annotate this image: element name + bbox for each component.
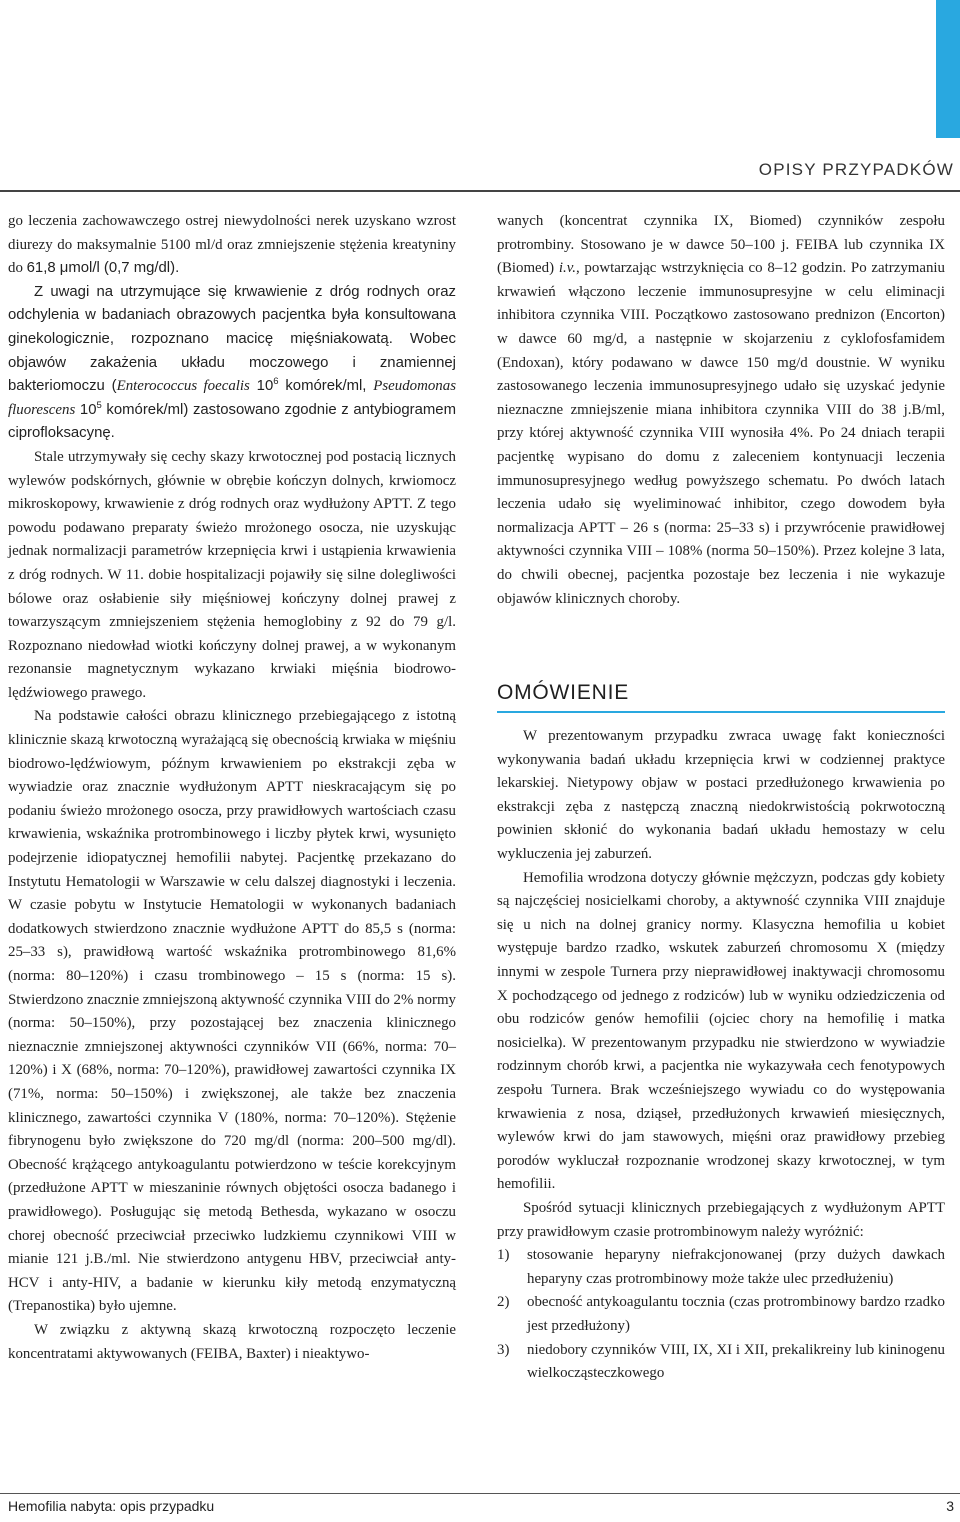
- superscript: 6: [273, 376, 279, 388]
- list-item: [497, 1291, 945, 1338]
- paragraph: [8, 281, 456, 446]
- list-number: 3): [497, 1341, 510, 1358]
- list-item: [497, 1244, 945, 1291]
- list-text: niedobory czynników VIII, IX, XI i XII, prekalikreiny lub kininogenu wielkocząsteczkowego: [527, 1341, 945, 1382]
- paragraph: [497, 210, 945, 611]
- list-text: obecność antykoagulantu tocznia (czas protrombinowy bardzo rzadko jest przedłużony): [527, 1294, 945, 1334]
- paragraph: Hemofilia wrodzona dotyczy głównie mężczyzn, podczas gdy kobiety są najczęściej nosicielkami choroby, a aktywność czynnika VIII znajduje się u nich na dolnej granicy normy. Klasyczna hemofilia u kobiet występuje bardzo rzadko, wskutek zaburzeń chromosomu X (między innymi w zespole Turnera przy nieprawidłowej inaktywacji chromosomu X pochodzącego od jednego z rodziców) lub w wyniku odziedziczenia od obu rodziców genów hemofilii (ojciec chory na hemofilię i matka nosicielka). W prezentowanym przypadku nie stwierdzono w wywiadzie rodzinnym chorób krwi, a pacjentka nie wykazywała cech fenotypowych zespołu Turnera. Brak wcześniejszego wywiadu co do występowania krwawienia z nosa, dziąseł, przedłużonych krwawień miesięcznych, wylewów krwi do jam stawowych, mięśni oraz prawidłowy przebieg porodów wykluczał rozpoznanie wrodzonej skazy krwotocznej, w tym hemofilii.: [497, 869, 945, 1193]
- text-span: go leczenia zachowawczego ostrej niewydolności nerek uzyskano wzrost diurezy do maksymalnie 5100 ml/d oraz zmniejszenie stężenia kreatyniny do: [8, 213, 456, 277]
- accent-bar: [936, 0, 960, 138]
- list-item: [497, 1339, 945, 1386]
- paragraph: W związku z aktywną skazą krwotoczną rozpoczęto leczenie koncentratami aktywowanych (FEIBA, Baxter) i nieaktywo-: [8, 1321, 456, 1362]
- section-label: OPISY PRZYPADKÓW: [758, 160, 954, 179]
- text-span: , powtarzając wstrzyknięcia co 8–12 godzin. Po zatrzymaniu krwawień włączono leczenie immunosupresyjne w celu eliminacji inhibitora czynnika VIII. Początkowo zastosowano prednizon (Encorton) w dawce 60 mg/d, a następnie w skojarzeniu z cyklofosfamidem (Endoxan), który podawano w dawce 150 mg/d doustnie. W wyniku zastosowanego leczenia immunosupresyjnego udało się uzyskać jedynie nieznaczne zmniejszenie miana inhibitora czynnika VIII do 38 j.B/ml, przy której aktywność czynnika VIII wynosiła 4%. Po 24 dniach terapii pacjentkę wypisano do domu z zaleceniem kontynuacji leczenia immunosupresyjnego według powyższego schematu. Po dwóch latach leczenia udało się wyeliminować inhibitor, czego dowodem była normalizacja APTT – 26 s (norma: 25–33 s) i przywrócenie prawidłowej aktywności czynnika VIII – 108% (norma 50–150%). Przez kolejne 3 lata, do chwili obecnej, pacjentka pozostaje bez leczenia i nie wykazuje objawów klinicznych choroby.: [497, 260, 946, 607]
- left-column: [8, 210, 456, 1366]
- italic-term: i.v.: [558, 260, 576, 277]
- paragraph: Na podstawie całości obrazu klinicznego przebiegającego z istotną klinicznie skazą krwotoczną wyrażającą się obecnością krwiaka w mięśniu biodrowo-lędźwiowym, późnym krwawieniem po ekstrakcji zęba w wywiadzie oraz znacznie wydłużonym APTT nieskracającym się po podaniu świeżo mrożonego osocza, przy prawidłowych wartościach czasu krwawienia, wskaźnika protrombinowego i liczby płytek krwi, wysunięto podejrzenie idiopatycznej hemofilii nabytej. Pacjentkę przekazano do Instytutu Hematologii w Warszawie w celu dalszej diagnostyki i leczenia. W czasie pobytu w Instytucie Hematologii w wykonanych badaniach dodatkowych stwierdzono znacznie wydłużone APTT do 85,5 s (norma: 25–33 s), prawidłową wartość wskaźnika protrombinowego 81,6% (norma: 80–120%) i czasu trombinowego – 15 s (norma: 15 s). Stwierdzono znacznie zmniejszoną aktywność czynnika VIII do 2% normy (norma: 50–150%), przy pozostającej bez znaczenia klinicznego nieznacznie zmniejszonej aktywności czynników VII (66%, norma: 70–120%) i X (68%, norma: 70–120%), prawidłowej zawartości czynnika IX (71%, norma: 50–150%) i zwiększonej, ale także bez znaczenia klinicznego, zawartości czynnika V (180%, norma: 70–120%). Stężenie fibrynogenu było zwiększone do 720 mg/dl (norma: 200–500 mg/dl). Obecność krążącego antykoagulantu potwierdzono w teście korekcyjnym (przedłużone APTT w mieszaninie równych objętości osocza badanego i prawidłowego). Posługując się metodą Bethesda, wykazano w osoczu chorej obecność przeciwciał przeciwko ludzkiemu czynnikowi VIII w mianie 121 j.B./ml. Nie stwierdzono antygenu HBV, przeciwciał anty-HCV i anty-HIV, a badanie w kierunku kiły metodą enzymatyczną (Trepanostika) było ujemne.: [8, 708, 456, 1315]
- list-text: stosowanie heparyny niefrakcjonowanej (przy dużych dawkach heparyny czas protrombinowy może także ulec przedłużeniu): [527, 1247, 945, 1287]
- paragraph: W prezentowanym przypadku zwraca uwagę fakt konieczności wykonywania badań układu krzepnięcia krwi w codziennej praktyce lekarskiej. Nietypowy objaw w postaci przedłużonego krwawienia po ekstrakcji zęba z następczą znaczną niedokrwistością pokrwotoczną powinien skłonić do wykonania badań układu hemostazy w celu wykluczenia jej zaburzeń.: [497, 728, 945, 863]
- text-span: komórek/ml) zastosowano zgodnie z antybiogramem ciprofloksacynę.: [8, 401, 456, 442]
- paragraph: Spośród sytuacji klinicznych przebiegających z wydłużonym APTT przy prawidłowym czasie protrombinowym należy wyróżnić:: [497, 1199, 945, 1240]
- italic-term: Pseudomonas fluorescens: [8, 378, 456, 418]
- text-span: 10: [75, 401, 97, 418]
- paragraph: [8, 210, 456, 281]
- paragraph: Stale utrzymywały się cechy skazy krwotocznej pod postacią licznych wylewów podskórnych, głównie w obrębie kończyn dolnych, krwiomocz mikroskopowy, krwawienie z dróg rodnych oraz wydłużony APTT. Z tego powodu podawano preparaty świeżo mrożonego osocza, nie uzyskując jednak normalizacji parametrów krzepnięcia krwi i ustąpienia krwawienia z dróg rodnych. W 11. dobie hospitalizacji pojawiły się silne dolegliwości bólowe oraz osłabienie siły mięśniowej kończyny dolnej prawej z towarzyszącym zmniejszeniem stężenia hemoglobiny z 92 do 79 g/l. Rozpoznano niedowład wiotki kończyny dolnej prawej, a w wykonanym rezonansie magnetycznym wykazano krwiaki mięśnia biodrowo-lędźwiowego prawego.: [8, 448, 456, 701]
- text-span: wanych (koncentrat czynnika IX, Biomed) czynników zespołu protrombiny. Stosowano je w dawce 50–100 j. FEIBA lub czynnika IX (Biomed): [497, 213, 945, 277]
- section-heading: OMÓWIENIE: [497, 681, 945, 713]
- numbered-list: [497, 1244, 945, 1386]
- page-number: 3: [946, 1498, 954, 1514]
- italic-term: Enterococcus foecalis: [116, 378, 250, 395]
- text-span: komórek/ml,: [278, 378, 374, 395]
- footer-rule: [0, 1493, 960, 1494]
- header-rule: [0, 190, 960, 192]
- text-span: 10: [249, 378, 274, 395]
- list-number: 1): [497, 1247, 510, 1264]
- text-span: 61,8 μmol/l (0,7 mg/dl).: [26, 260, 180, 277]
- text-span: Z uwagi na utrzymujące się krwawienie z dróg rodnych oraz odchylenia w badaniach obrazowych pacjentka była konsultowana ginekologicznie, rozpoznano macicę mięśniakowatą. Wobec objawów zakażenia układu moczowego i znamiennej bakteriomoczu (: [8, 283, 456, 395]
- list-number: 2): [497, 1294, 510, 1311]
- superscript: 5: [96, 399, 102, 411]
- right-column: [497, 210, 945, 1386]
- footer-title: Hemofilia nabyta: opis przypadku: [8, 1498, 215, 1514]
